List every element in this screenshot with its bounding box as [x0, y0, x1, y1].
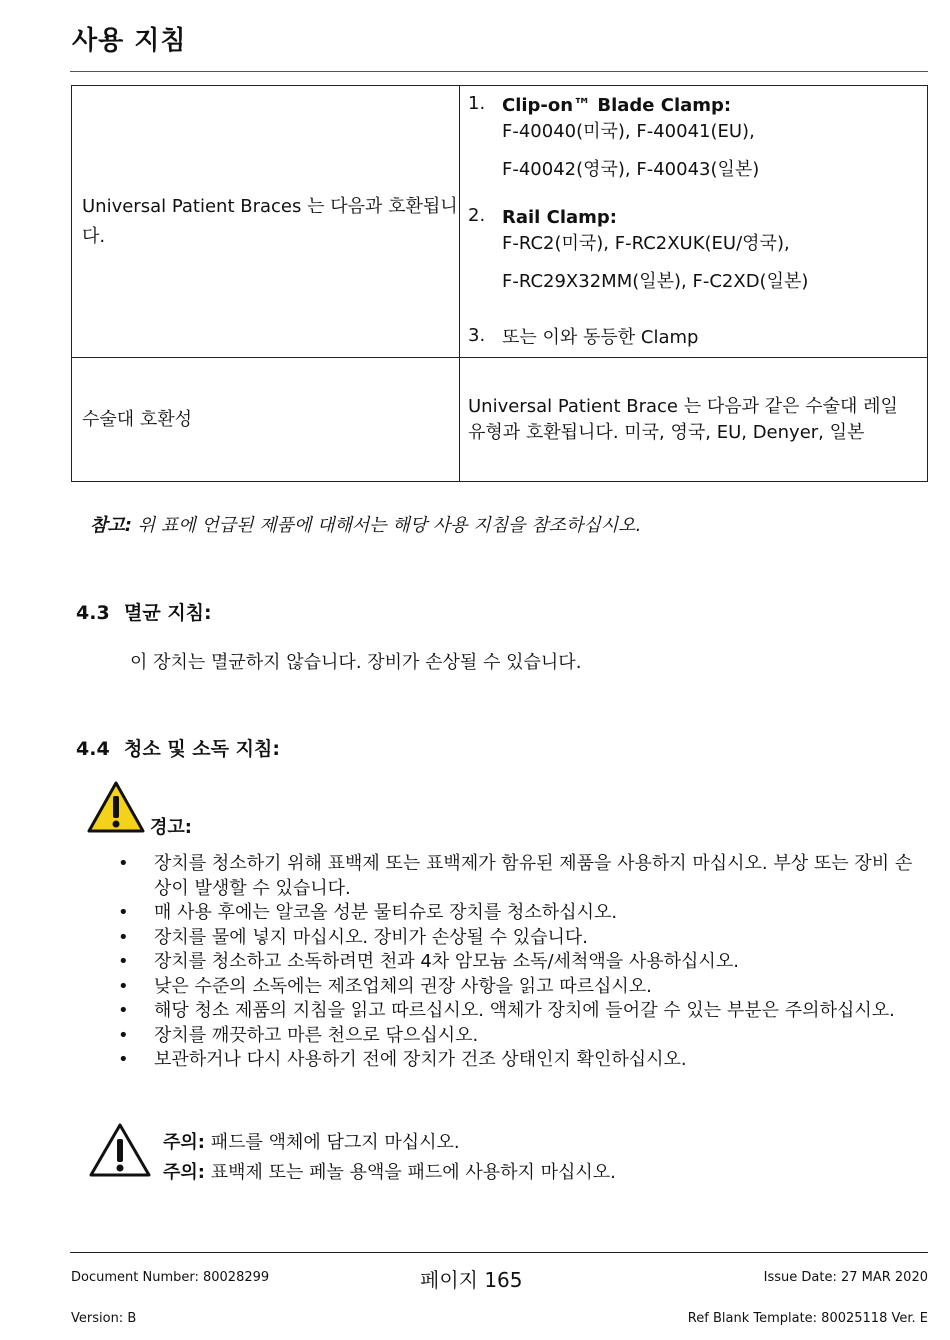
- list-item: • 해당 청소 제품의 지침을 읽고 따르십시오. 액체가 장치에 들어갈 수 있는 부분은 주의하십시오.: [118, 999, 918, 1024]
- table-row-table-compat: [72, 358, 928, 482]
- warning-icon: [86, 780, 146, 834]
- table-cell-clamp-list: [460, 86, 928, 358]
- table-note: [90, 511, 641, 537]
- caution-text: 패드를 액체에 담그지 마십시오.: [204, 1132, 460, 1153]
- page-header-title: 사용 지침: [72, 26, 187, 56]
- warning-label: 경고:: [150, 817, 192, 838]
- template-reference: Ref Blank Template: 80025118 Ver. E: [687, 1311, 928, 1326]
- clamp-number: 3.: [468, 324, 486, 346]
- section-title: 청소 및 소독 지침:: [124, 738, 280, 760]
- table-cell-table-compat-value: Universal Patient Brace 는 다음과 같은 수술대 레일 유형과 호환됩니다. 미국, 영국, EU, Denyer, 일본: [460, 358, 928, 482]
- list-item: • 낮은 수준의 소독에는 제조업체의 권장 사항을 읽고 따르십시오.: [118, 975, 918, 1000]
- clamp-list: [468, 93, 919, 351]
- clamp-item-blade: [468, 93, 919, 183]
- clamp-item-rail: [468, 205, 919, 295]
- clamp-number: 1.: [468, 92, 486, 114]
- clamp-models: F-RC29X32MM(일본), F-C2XD(일본): [502, 270, 809, 292]
- caution-label: 주의:: [163, 1132, 205, 1153]
- clamp-models: 또는 이와 동등한 Clamp: [502, 326, 699, 348]
- issue-date: Issue Date: 27 MAR 2020: [763, 1270, 928, 1285]
- section-heading-4-4: [76, 734, 280, 761]
- version: Version: B: [71, 1311, 137, 1326]
- cleaning-instructions-list: [118, 852, 918, 1073]
- clamp-models: F-40042(영국), F-40043(일본): [502, 158, 760, 180]
- page-number: 페이지 165: [420, 1268, 523, 1292]
- clamp-name: Clip-on™ Blade Clamp:: [502, 94, 732, 116]
- clamp-item-equivalent: [468, 325, 919, 351]
- list-item: • 장치를 깨끗하고 마른 천으로 닦으십시오.: [118, 1024, 918, 1049]
- caution-note: [163, 1128, 460, 1154]
- list-item: • 장치를 청소하기 위해 표백제 또는 표백제가 함유된 제품을 사용하지 마십시오. 부상 또는 장비 손상이 발생할 수 있습니다.: [118, 852, 918, 901]
- footer-divider: [70, 1252, 928, 1253]
- table-cell-table-compat-label: 수술대 호환성: [72, 358, 460, 482]
- table-row-clamps: [72, 86, 928, 358]
- section-title: 멸균 지침:: [124, 602, 212, 624]
- clamp-models: F-40040(미국), F-40041(EU),: [502, 120, 755, 142]
- section-heading-4-3: [76, 598, 212, 625]
- clamp-models: F-RC2(미국), F-RC2XUK(EU/영국),: [502, 232, 790, 254]
- caution-label: 주의:: [163, 1162, 205, 1183]
- document-number: Document Number: 80028299: [71, 1270, 270, 1285]
- note-label: 참고:: [90, 515, 132, 536]
- compatibility-table: [71, 85, 928, 482]
- table-cell-compat-label: Universal Patient Braces 는 다음과 호환됩니다.: [72, 86, 460, 358]
- list-item: • 매 사용 후에는 알코올 성분 물티슈로 장치를 청소하십시오.: [118, 901, 918, 926]
- caution-text: 표백제 또는 페놀 용액을 패드에 사용하지 마십시오.: [204, 1162, 616, 1183]
- caution-icon: [88, 1122, 152, 1178]
- header-divider: [70, 71, 928, 72]
- section-number: 4.4: [76, 738, 110, 760]
- note-text: 위 표에 언급된 제품에 대해서는 해당 사용 지침을 참조하십시오.: [131, 515, 642, 536]
- list-item: • 보관하거나 다시 사용하기 전에 장치가 건조 상태인지 확인하십시오.: [118, 1048, 918, 1073]
- list-item: • 장치를 물에 넣지 마십시오. 장비가 손상될 수 있습니다.: [118, 926, 918, 951]
- list-item: • 장치를 청소하고 소독하려면 천과 4차 암모늄 소독/세척액을 사용하십시오.: [118, 950, 918, 975]
- clamp-number: 2.: [468, 204, 486, 226]
- section-4-3-body: 이 장치는 멸균하지 않습니다. 장비가 손상될 수 있습니다.: [130, 652, 582, 673]
- section-number: 4.3: [76, 602, 110, 624]
- clamp-name: Rail Clamp:: [502, 206, 617, 228]
- caution-note: [163, 1158, 616, 1184]
